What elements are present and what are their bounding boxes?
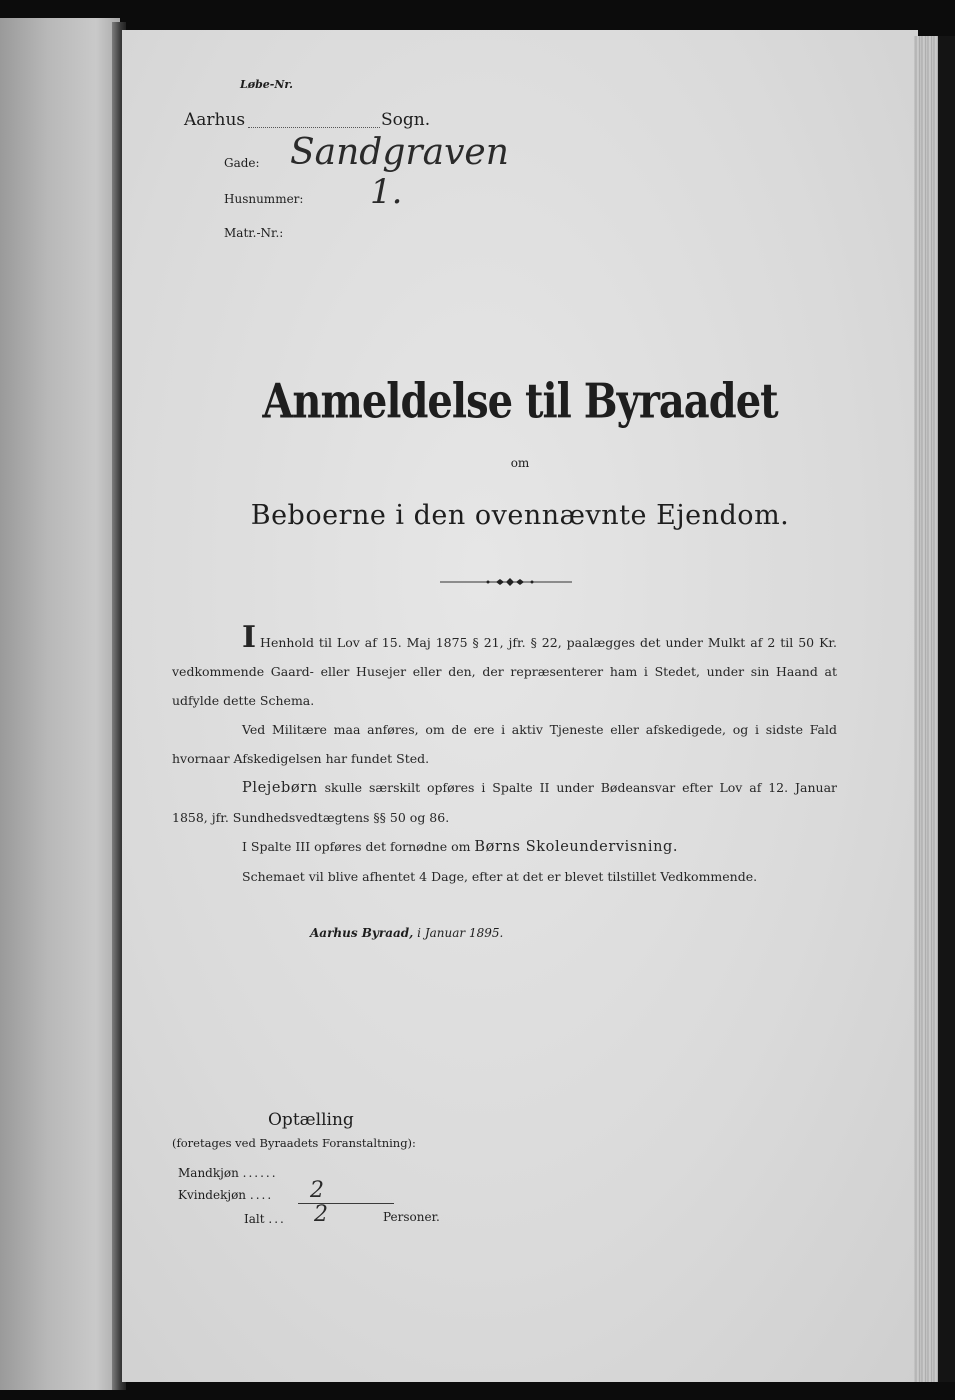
school-emphasis: Børns Skoleundervisning. [474,839,679,855]
female-value: 2 [310,1178,324,1203]
female-dots: .... [249,1188,274,1202]
right-border [938,36,955,1382]
instructions-text [172,620,837,891]
male-dots: ...... [242,1166,278,1180]
total-row [244,1212,286,1226]
house-number-label: Husnummer: [224,192,304,206]
street-label: Gade: [224,156,260,170]
female-label: Kvindekjøn [178,1188,247,1202]
street-value: Sandgraven [290,132,509,173]
paragraph-military: Ved Militære maa anføres, om de ere i aktiv Tjeneste eller afskedigede, og i sidste Fald hvornaar Afskedigelsen har fundet Sted. [172,722,837,766]
total-label: Ialt [244,1212,265,1226]
female-row [178,1188,273,1202]
total-dots: ... [268,1212,286,1226]
drop-cap: I [242,620,257,655]
foster-lead: Plejebørn [242,780,318,796]
persons-label: Personer. [383,1210,440,1224]
left-page [0,18,120,1390]
signature-line [310,926,503,940]
lobe-nr-label: Løbe-Nr. [240,78,293,91]
parish-suffix: Sogn. [381,110,431,130]
matr-label: Matr.-Nr.: [224,226,284,240]
paragraph-foster [172,773,837,832]
count-title: Optælling [268,1110,354,1130]
paragraph-law-text: Henhold til Lov af 15. Maj 1875 § 21, jfr. § 22, paalægges det under Mulkt af 2 til 50 Kr. vedkommende Gaard- eller Husejer eller den, der repræsenterer ham i Stedet, under sin Haand at udfylde dette Schema. [172,635,837,708]
page-edges [914,36,940,1382]
signature-authority: Aarhus Byraad, [310,926,414,940]
female-fill-line [298,1203,394,1204]
ornament-divider [440,575,572,589]
paragraph-school [172,832,837,862]
form-subtitle: Beboerne i den ovennævnte Ejendom. [250,500,790,531]
title-connector: om [510,456,530,470]
paragraph-law [172,620,837,715]
male-label: Mandkjøn [178,1166,239,1180]
parish-prefix: Aarhus [184,110,246,130]
signature-date: i Januar 1895. [413,926,504,940]
count-subtitle: (foretages ved Byraadets Foranstaltning): [172,1136,416,1150]
male-row [178,1166,278,1180]
school-text: I Spalte III opføres det fornødne om [242,839,475,854]
paragraph-pickup: Schemaet vil blive afhentet 4 Dage, efter at det er blevet tilstillet Vedkommende. [242,869,758,884]
foster-text: skulle særskilt opføres i Spalte II under Bødeansvar efter Lov af 12. Januar 1858, jfr. Sundhedsvedtægtens §§ 50 og 86. [172,780,837,825]
house-number-value: 1. [370,172,403,212]
total-value: 2 [314,1202,328,1227]
parish-fill-line [248,127,380,128]
form-title: Anmeldelse til Byraadet [262,373,778,430]
